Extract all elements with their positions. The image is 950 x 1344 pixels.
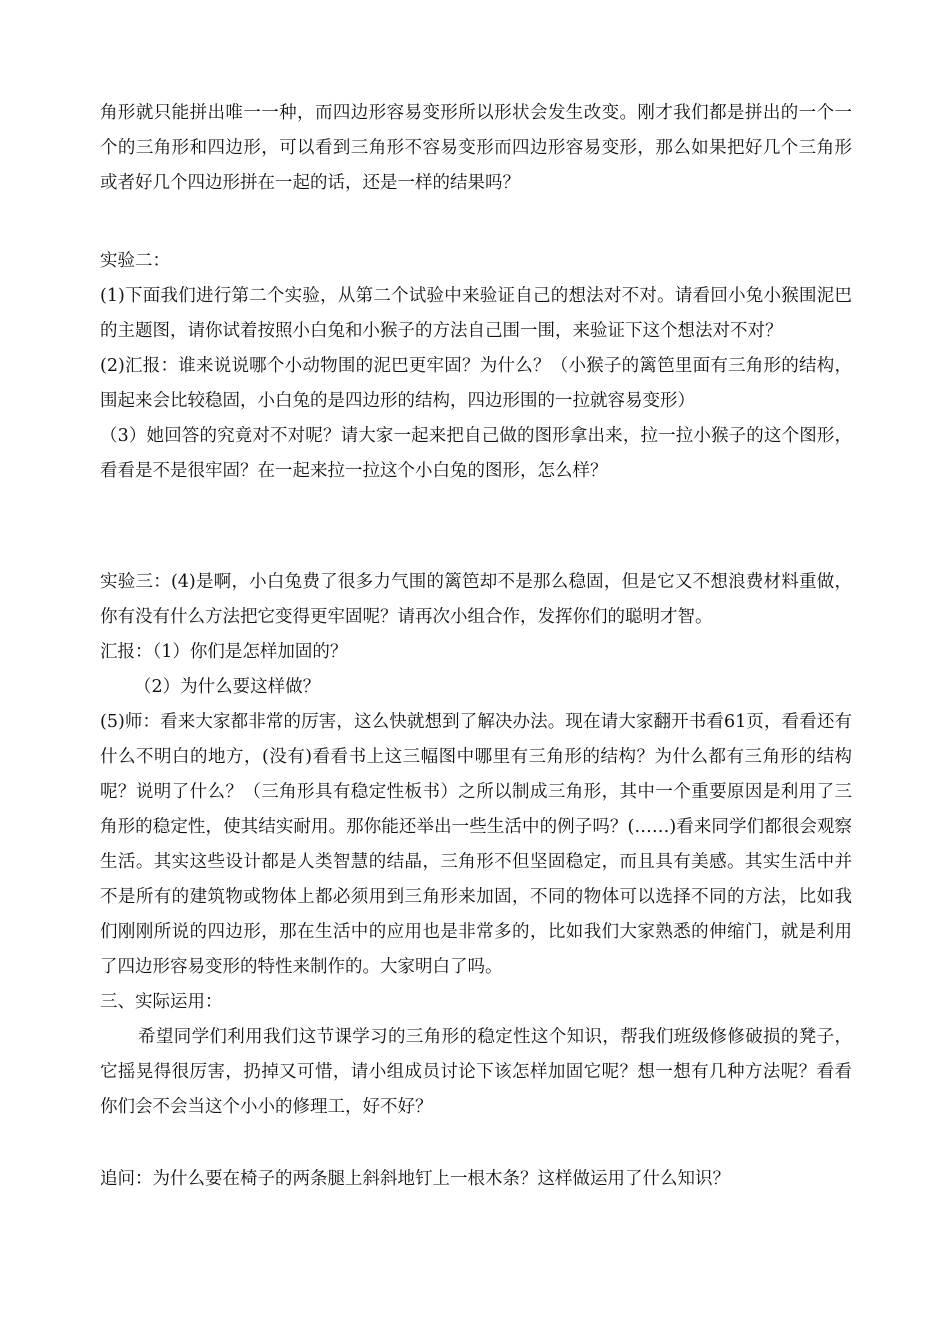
experiment-two-step-2: (2)汇报：谁来说说哪个小动物围的泥巴更牢固？为什么？（小猴子的篱笆里面有三角形的结构，围起来会比较稳固，小白兔的是四边形的结构，四边形围的一拉就容易变形） bbox=[100, 356, 852, 411]
experiment-three-step-5: (5)师：看来大家都非常的厉害，这么快就想到了解决办法。现在请大家翻开书看61页，看看还有什么不明白的地方，(没有)看看书上这三幅图中哪里有三角形的结构？为什么都有三角形的结构呢？说明了什么？（三角形具有稳定性板书）之所以制成三角形，其中一个重要原因是利用了三角形的稳定性，使其结实耐用。那你能还举出一些生活中的例子吗？(……)看来同学们都很会观察生活。其实这些设计都是人类智慧的结晶，三角形不但坚固稳定，而且具有美感。其实生活中并不是所有的建筑物或物体上都必须用到三角形来加固，不同的物体可以选择不同的方法，比如我们刚刚所说的四边形，那在生活中的应用也是非常多的，比如我们大家熟悉的伸缩门，就是利用了四边形容易变形的特性来制作的。大家明白了吗。 bbox=[100, 712, 852, 977]
experiment-three-block bbox=[100, 565, 852, 1125]
experiment-three-step-4: 实验三：(4)是啊，小白兔费了很多力气围的篱笆却不是那么稳固，但是它又不想浪费材料重做，你有没有什么方法把它变得更牢固呢？请再次小组合作，发挥你们的聪明才智。 bbox=[100, 572, 852, 627]
section-three-heading: 三、实际运用： bbox=[100, 992, 223, 1012]
intro-block bbox=[100, 96, 852, 201]
report-question-2: （2）为什么要这样做？ bbox=[134, 677, 321, 697]
intro-paragraph: 角形就只能拼出唯一一种，而四边形容易变形所以形状会发生改变。刚才我们都是拼出的一个一个的三角形和四边形，可以看到三角形不容易变形而四边形容易变形，那么如果把好几个三角形或者好几个四边形拼在一起的话，还是一样的结果吗？ bbox=[100, 103, 852, 193]
report-question-1: 汇报：（1）你们是怎样加固的？ bbox=[100, 642, 348, 662]
experiment-two-block bbox=[100, 244, 852, 489]
experiment-two-step-3: （3）她回答的究竟对不对呢？请大家一起来把自己做的图形拿出来，拉一拉小猴子的这个图形，看看是不是很牢固？在一起来拉一拉这个小白兔的图形，怎么样？ bbox=[100, 426, 852, 481]
experiment-two-heading: 实验二： bbox=[100, 251, 170, 271]
practice-paragraph: 希望同学们利用我们这节课学习的三角形的稳定性这个知识，帮我们班级修修破损的凳子，它摇晃得很厉害，扔掉又可惜，请小组成员讨论下该怎样加固它呢？想一想有几种方法呢？看看你们会不会当这个小小的修理工，好不好？ bbox=[100, 1027, 852, 1117]
follow-up-block bbox=[100, 1162, 852, 1197]
follow-up-question: 追问：为什么要在椅子的两条腿上斜斜地钉上一根木条？这样做运用了什么知识？ bbox=[100, 1169, 730, 1189]
experiment-two-step-1: (1)下面我们进行第二个实验，从第二个试验中来验证自己的想法对不对。请看回小兔小猴围泥巴的主题图，请你试着按照小白兔和小猴子的方法自己围一围，来验证下这个想法对不对？ bbox=[100, 286, 852, 341]
